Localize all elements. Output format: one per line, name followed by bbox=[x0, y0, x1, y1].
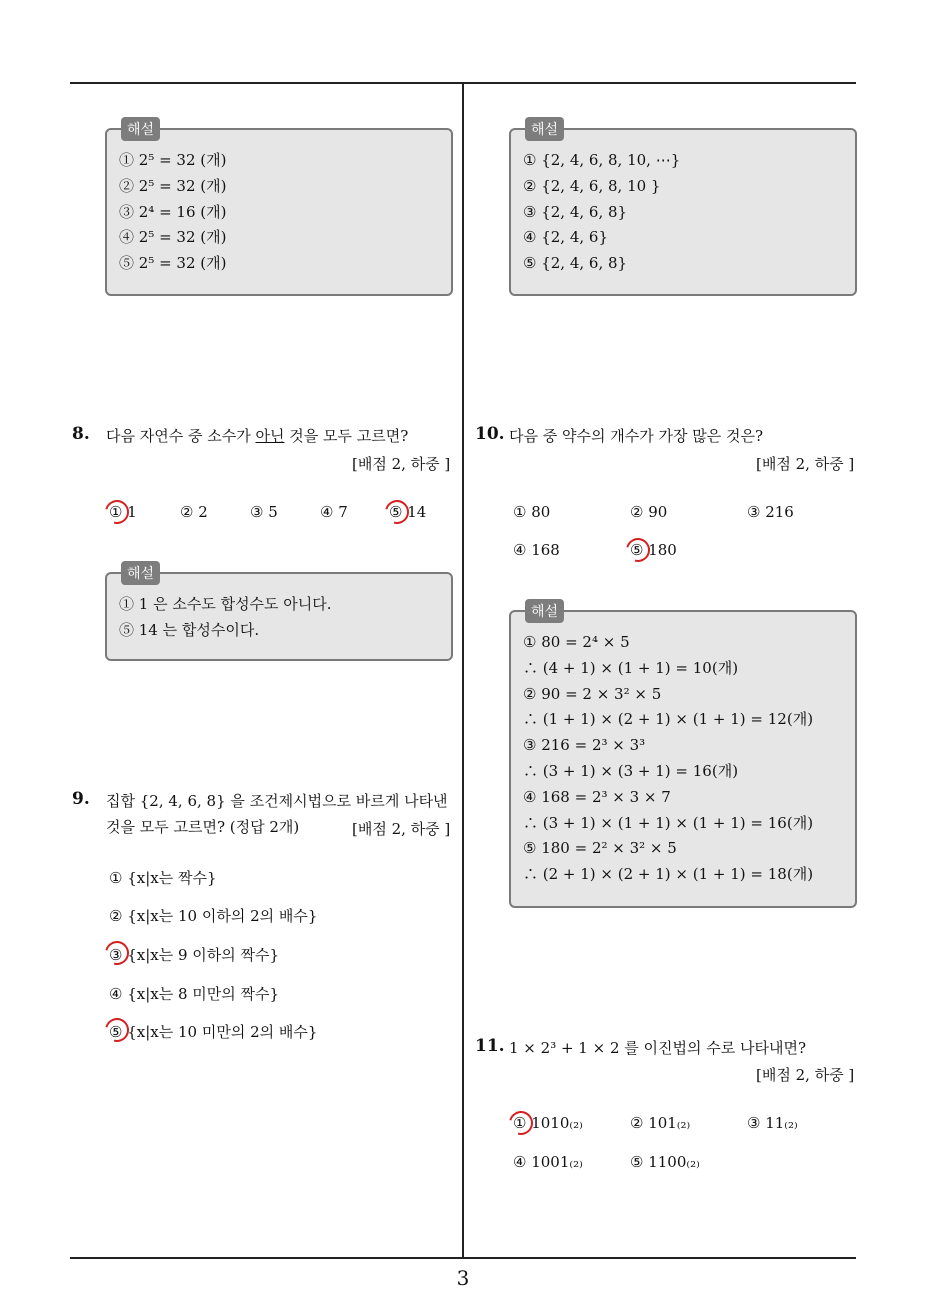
column-divider bbox=[462, 83, 464, 1258]
question-11-text: 1 × 2³ + 1 × 2 를 이진법의 수로 나타내면? bbox=[509, 1039, 807, 1057]
question-8-text bbox=[106, 423, 408, 449]
q10-choice-1[interactable]: ① 80 bbox=[513, 503, 551, 521]
answer-mark-icon bbox=[101, 496, 134, 529]
explanation-line: ∴ (3 + 1) × (3 + 1) = 16(개) bbox=[523, 761, 739, 780]
explanation-tag: 해설 bbox=[121, 117, 160, 141]
explanation-tag: 해설 bbox=[121, 561, 160, 585]
q11-choice-2[interactable]: ② 101₍₂₎ bbox=[630, 1114, 691, 1132]
explanation-line: ② 90 = 2 × 3² × 5 bbox=[523, 684, 662, 703]
explanation-tag: 해설 bbox=[525, 117, 564, 141]
q8-choice-1[interactable]: ① 1 bbox=[109, 503, 137, 521]
explanation-line: ③ 216 = 2³ × 3³ bbox=[523, 736, 646, 755]
answer-mark-icon bbox=[505, 1107, 538, 1140]
explanation-line: ∴ (4 + 1) × (1 + 1) = 10(개) bbox=[523, 658, 739, 677]
explanation-line: ① 2⁵ = 32 (개) bbox=[119, 151, 227, 169]
explanation-box-10 bbox=[509, 604, 857, 908]
question-8-text-post: 것을 모두 고르면? bbox=[284, 427, 409, 445]
q10-choice-3[interactable]: ③ 216 bbox=[747, 503, 794, 521]
answer-mark-icon bbox=[622, 534, 655, 567]
explanation-box-7 bbox=[105, 122, 453, 296]
explanation-line: ② {2, 4, 6, 8, 10 } bbox=[523, 176, 661, 195]
question-10-points: [배점 2, 하중 ] bbox=[756, 455, 855, 473]
explanation-line: ⑤ 14 는 합성수이다. bbox=[119, 620, 260, 639]
question-8-text-pre: 다음 자연수 중 소수가 bbox=[106, 427, 256, 445]
explanation-line: ④ 2⁵ = 32 (개) bbox=[119, 228, 227, 247]
explanation-line: ④ 168 = 2³ × 3 × 7 bbox=[523, 787, 671, 806]
question-11-number: 11. bbox=[475, 1036, 505, 1056]
q9-choice-4[interactable]: ④ {x|x는 8 미만의 짝수} bbox=[109, 985, 280, 1003]
explanation-line: ③ 2⁴ = 16 (개) bbox=[119, 202, 227, 221]
page-number: 3 bbox=[456, 1266, 470, 1290]
explanation-line: ③ {2, 4, 6, 8} bbox=[523, 202, 628, 221]
q8-choice-2[interactable]: ② 2 bbox=[180, 503, 208, 521]
explanation-line: ① 1 은 소수도 합성수도 아니다. bbox=[119, 595, 332, 613]
q9-choice-2[interactable]: ② {x|x는 10 이하의 2의 배수} bbox=[109, 907, 318, 925]
bottom-rule bbox=[70, 1257, 856, 1259]
explanation-line: ④ {2, 4, 6} bbox=[523, 228, 609, 247]
q8-choice-4[interactable]: ④ 7 bbox=[320, 503, 348, 521]
question-8-number: 8. bbox=[72, 424, 90, 444]
q11-choice-4[interactable]: ④ 1001₍₂₎ bbox=[513, 1153, 583, 1171]
explanation-line: ⑤ 180 = 2² × 3² × 5 bbox=[523, 839, 677, 858]
question-9-points: [배점 2, 하중 ] bbox=[352, 820, 451, 838]
q9-choice-3[interactable]: ③ {x|x는 9 이하의 짝수} bbox=[109, 946, 280, 964]
q11-choice-3[interactable]: ③ 11₍₂₎ bbox=[747, 1114, 798, 1132]
explanation-line: ① {2, 4, 6, 8, 10, ⋯} bbox=[523, 151, 681, 169]
q10-choice-2[interactable]: ② 90 bbox=[630, 503, 668, 521]
q8-choice-3[interactable]: ③ 5 bbox=[250, 503, 278, 521]
q9-choice-1[interactable]: ① {x|x는 짝수} bbox=[109, 869, 217, 887]
question-10-text: 다음 중 약수의 개수가 가장 많은 것은? bbox=[509, 427, 764, 445]
explanation-tag: 해설 bbox=[525, 599, 564, 623]
question-9-line1: 집합 {2, 4, 6, 8} 을 조건제시법으로 바르게 나타낸 bbox=[106, 792, 448, 810]
explanation-box-9 bbox=[509, 122, 857, 296]
question-8-text-underlined: 아닌 bbox=[255, 427, 285, 445]
q11-choice-5[interactable]: ⑤ 1100₍₂₎ bbox=[630, 1153, 700, 1171]
explanation-line: ⑤ {2, 4, 6, 8} bbox=[523, 254, 628, 273]
explanation-line: ∴ (1 + 1) × (2 + 1) × (1 + 1) = 12(개) bbox=[523, 710, 814, 729]
question-11-points: [배점 2, 하중 ] bbox=[756, 1066, 855, 1084]
explanation-line: ∴ (2 + 1) × (2 + 1) × (1 + 1) = 18(개) bbox=[523, 865, 814, 884]
question-9-number: 9. bbox=[72, 789, 90, 809]
q11-choice-1[interactable]: ① 1010₍₂₎ bbox=[513, 1114, 583, 1132]
question-8-points: [배점 2, 하중 ] bbox=[352, 455, 451, 473]
explanation-line: ① 80 = 2⁴ × 5 bbox=[523, 633, 630, 651]
q10-choice-4[interactable]: ④ 168 bbox=[513, 541, 560, 559]
question-9-line2: 것을 모두 고르면? (정답 2개) bbox=[106, 818, 300, 836]
explanation-line: ② 2⁵ = 32 (개) bbox=[119, 176, 227, 195]
q9-choice-5[interactable]: ⑤ {x|x는 10 미만의 2의 배수} bbox=[109, 1023, 318, 1041]
explanation-line: ⑤ 2⁵ = 32 (개) bbox=[119, 254, 227, 273]
q10-choice-5[interactable]: ⑤ 180 bbox=[630, 541, 677, 559]
question-10-number: 10. bbox=[475, 424, 505, 444]
explanation-box-8 bbox=[105, 566, 453, 661]
explanation-line: ∴ (3 + 1) × (1 + 1) × (1 + 1) = 16(개) bbox=[523, 813, 814, 832]
q8-choice-5[interactable]: ⑤ 14 bbox=[389, 503, 427, 521]
answer-mark-icon bbox=[381, 496, 414, 529]
